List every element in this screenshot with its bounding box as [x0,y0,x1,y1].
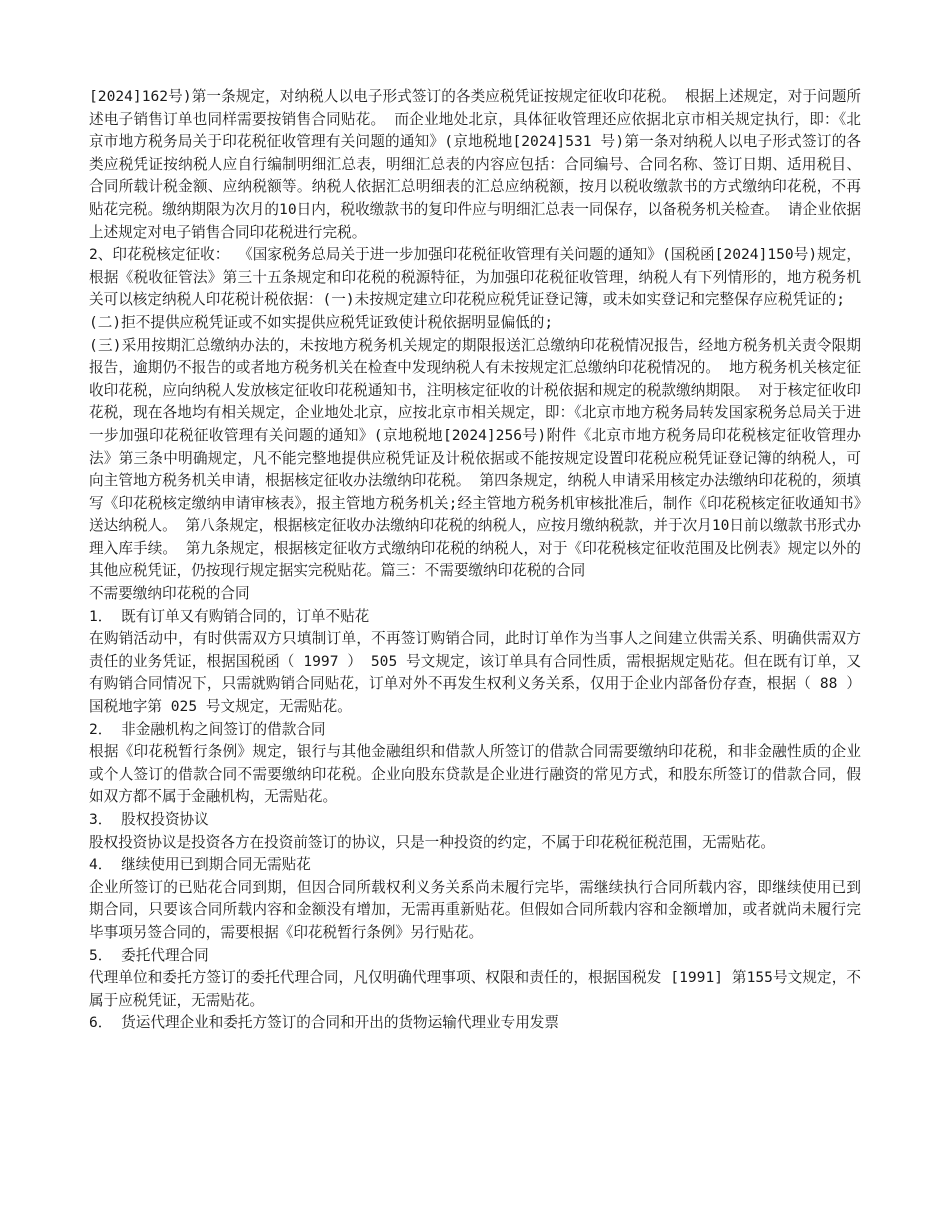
paragraph-2: 根据《印花税暂行条例》规定，银行与其他金融组织和借款人所签订的借款合同需要缴纳印花税，和非金融性质的企业或个人签订的借款合同不需要缴纳印花税。企业向股东贷款是企业进行融资的常见方式，和股东所签订的借款合同，假如双方都不属于金融机构，无需贴花。 [89,743,861,806]
heading-4: 4． 继续使用已到期合同无需贴花 [89,856,311,874]
paragraph-5: 代理单位和委托方签订的委托代理合同，凡仅明确代理事项、权限和责任的，根据国税发 [1991] 第155号文规定，不属于应税凭证，无需贴花。 [89,969,861,1009]
heading-6: 6． 货运代理企业和委托方签订的合同和开出的货物运输代理业专用发票 [89,1014,559,1032]
heading-2: 2． 非金融机构之间签订的借款合同 [89,720,326,738]
paragraph-3: 股权投资协议是投资各方在投资前签订的协议，只是一种投资的约定，不属于印花税征税范围，无需贴花。 [89,833,775,851]
paragraph-item-two: (二)拒不提供应税凭证或不如实提供应税凭证致使计税依据明显偏低的; [89,313,554,331]
heading-1: 1． 既有订单又有购销合同的，订单不贴花 [89,607,370,625]
paragraph-1: 在购销活动中，有时供需双方只填制订单，不再签订购销合同，此时订单作为当事人之间建立供需关系、明确供需双方责任的业务凭证，根据国税函（ 1997 ） 505 号文规定，该订单具有合同性质，需根据规定贴花。但在既有订单，又有购销合同情况下，只需就购销合同贴花，订单对外不再发生权利义务关系，仅用于企业内部备份存查，根据（ 88 ）国税地字第 025 号文规定，无需贴花。 [89,630,861,716]
section-title: 不需要缴纳印花税的合同 [89,585,250,603]
paragraph-4: 企业所签订的已贴花合同到期，但因合同所载权利义务关系尚未履行完毕，需继续执行合同所载内容，即继续使用已到期合同，只要该合同所载内容和金额没有增加，无需再重新贴花。但假如合同所载内容和金额增加，或者就尚未履行完毕事项另签合同的，需要根据《印花税暂行条例》另行贴花。 [89,878,861,941]
paragraph-electronic-contracts: [2024]162号)第一条规定，对纳税人以电子形式签订的各类应税凭证按规定征收印花税。 根据上述规定，对于问题所述电子销售订单也同样需要按销售合同贴花。 而企业地处北京，具体征收管理还应依据北京市相关规定执行，即：《北京市地方税务局关于印花税征收管理有关问题的通知》(京地税地[2024]531 号)第一条对纳税人以电子形式签订的各类应税凭证按纳税人应自行编制明细汇总表，明细汇总表的内容应包括：合同编号、合同名称、签订日期、适用税目、合同所载计税金额、应纳税额等。纳税人依据汇总明细表的汇总应纳税额，按月以税收缴款书的方式缴纳印花税，不再贴花完税。缴纳期限为次月的10日内，税收缴款书的复印件应与明细汇总表一同保存，以备税务机关检查。 请企业依据上述规定对电子销售合同印花税进行完税。 [89,88,861,241]
document-body [89,86,861,1035]
heading-5: 5． 委托代理合同 [89,946,209,964]
paragraph-item-three: (三)采用按期汇总缴纳办法的，未按地方税务机关规定的期限报送汇总缴纳印花税情况报告，经地方税务机关责令限期报告，逾期仍不报告的或者地方税务机关在检查中发现纳税人有未按规定汇总缴纳印花税情况的。 地方税务机关核定征收印花税，应向纳税人发放核定征收印花税通知书，注明核定征收的计税依据和规定的税款缴纳期限。 对于核定征收印花税，现在各地均有相关规定，企业地处北京，应按北京市相关规定，即：《北京市地方税务局转发国家税务总局关于进一步加强印花税征收管理有关问题的通知》(京地税地[2024]256号)附件《北京市地方税务局印花税核定征收管理办法》第三条中明确规定，凡不能完整地提供应税凭证及计税依据或不能按规定设置印花税应税凭证登记簿的纳税人，可向主管地方税务机关申请，根据核定征收办法缴纳印花税。 第四条规定，纳税人申请采用核定办法缴纳印花税的，须填写《印花税核定缴纳申请审核表》，报主管地方税务机关;经主管地方税务机审核批准后，制作《印花税核定征收通知书》送达纳税人。 第八条规定，根据核定征收办法缴纳印花税的纳税人，应按月缴纳税款，并于次月10日前以缴款书形式办理入库手续。 第九条规定，根据核定征收方式缴纳印花税的纳税人，对于《印花税核定征收范围及比例表》规定以外的其他应税凭证，仍按现行规定据实完税贴花。篇三：不需要缴纳印花税的合同 [89,336,861,580]
paragraph-assessed-levy: 2、印花税核定征收： 《国家税务总局关于进一步加强印花税征收管理有关问题的通知》(国税函[2024]150号)规定，根据《税收征管法》第三十五条规定和印花税的税源特征，为加强印花税征收管理，纳税人有下列情形的，地方税务机关可以核定纳税人印花税计税依据：(一)未按规定建立印花税应税凭证登记簿，或未如实登记和完整保存应税凭证的; [89,246,861,309]
heading-3: 3． 股权投资协议 [89,811,209,828]
